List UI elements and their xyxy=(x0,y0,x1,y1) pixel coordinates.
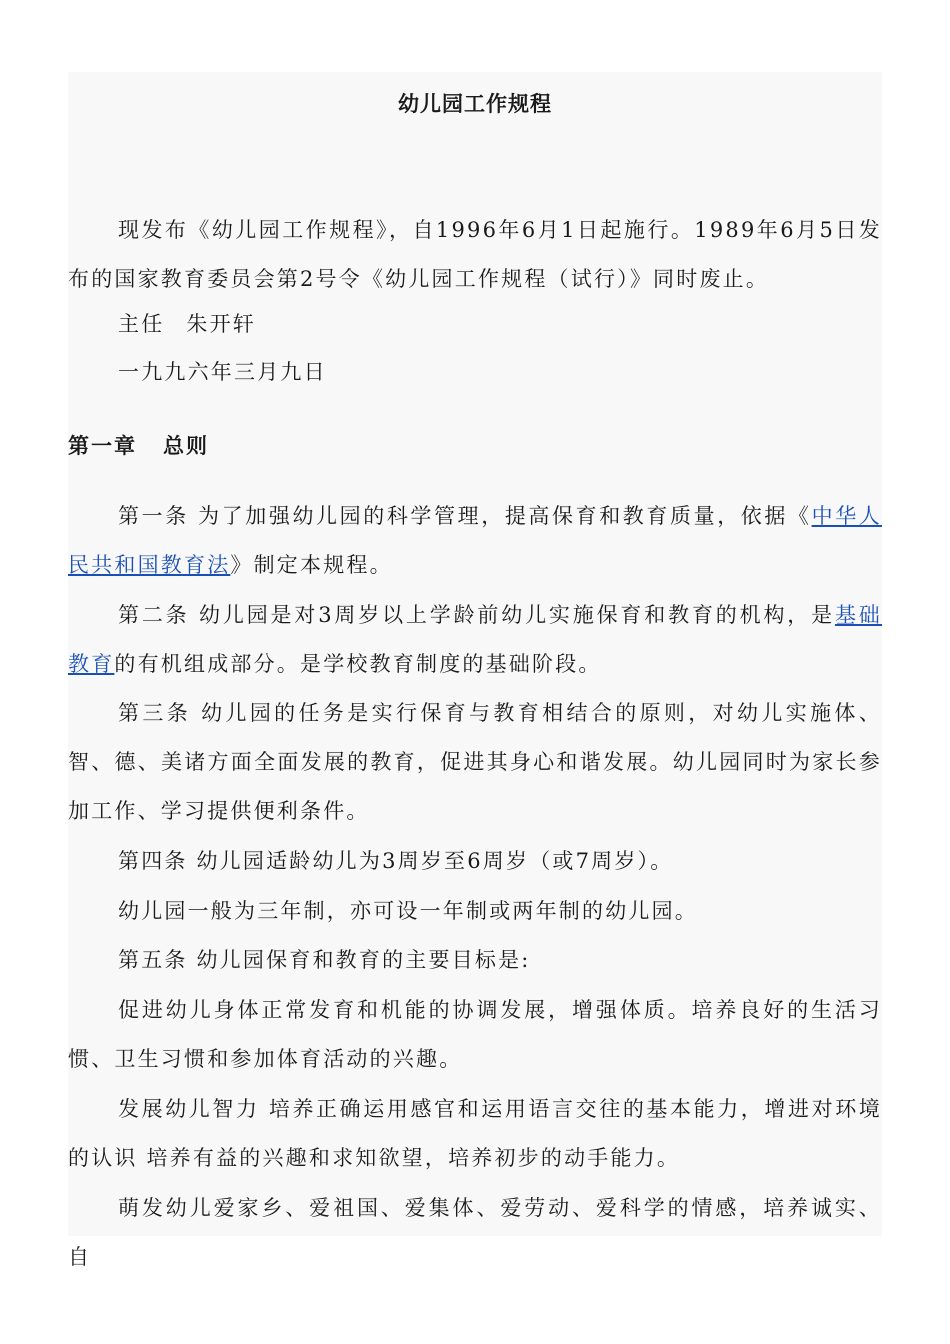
document-title: 幼儿园工作规程 xyxy=(398,92,552,116)
goal-intellectual: 发展幼儿智力 培养正确运用感官和运用语言交往的基本能力，增进对环境的认识 培养有益的兴趣和求知欲望，培养初步的动手能力。 xyxy=(68,1097,882,1170)
chapter-number: 第一章 xyxy=(68,434,137,458)
education-law-link[interactable]: 中华人民共和国教育法 xyxy=(68,504,882,577)
chapter-title: 总则 xyxy=(163,434,209,458)
signer-role: 主任 xyxy=(118,312,165,336)
article-4: 第四条 幼儿园适龄幼儿为3周岁至6周岁（或7周岁）。 xyxy=(118,849,674,873)
signature-line xyxy=(68,300,882,349)
issue-date: 一九九六年三月九日 xyxy=(118,360,327,384)
goal-physical: 促进幼儿身体正常发育和机能的协调发展，增强体质。培养良好的生活习惯、卫生习惯和参加体育活动的兴趣。 xyxy=(68,998,882,1071)
article-1-text-before: 第一条 为了加强幼儿园的科学管理，提高保育和教育质量，依据《 xyxy=(118,504,812,528)
basic-education-link[interactable]: 基础教育 xyxy=(68,603,883,676)
article-1 xyxy=(68,492,882,590)
goal-moral: 萌发幼儿爱家乡、爱祖国、爱集体、爱劳动、爱科学的情感，培养诚实、自 xyxy=(68,1196,882,1269)
document-page xyxy=(68,72,883,1269)
article-4-note: 幼儿园一般为三年制，亦可设一年制或两年制的幼儿园。 xyxy=(118,899,698,923)
article-2 xyxy=(68,591,882,689)
article-2-text-before: 第二条 幼儿园是对3周岁以上学龄前幼儿实施保育和教育的机构，是 xyxy=(118,603,835,627)
article-1-text-after: 》制定本规程。 xyxy=(230,553,393,577)
article-2-text-after: 的有机组成部分。是学校教育制度的基础阶段。 xyxy=(114,652,602,676)
article-5: 第五条 幼儿园保育和教育的主要目标是: xyxy=(118,948,531,972)
article-3: 第三条 幼儿园的任务是实行保育与教育相结合的原则，对幼儿实施体、智、德、美诸方面全面发展的教育，促进其身心和谐发展。幼儿园同时为家长参加工作、学习提供便利条件。 xyxy=(68,701,882,823)
chapter-heading xyxy=(68,430,209,460)
signer-name: 朱开轩 xyxy=(186,312,257,336)
preamble-paragraph: 现发布《幼儿园工作规程》，自1996年6月1日起施行。1989年6月5日发布的国家教育委员会第2号令《幼儿园工作规程（试行）》同时废止。 xyxy=(68,218,882,291)
